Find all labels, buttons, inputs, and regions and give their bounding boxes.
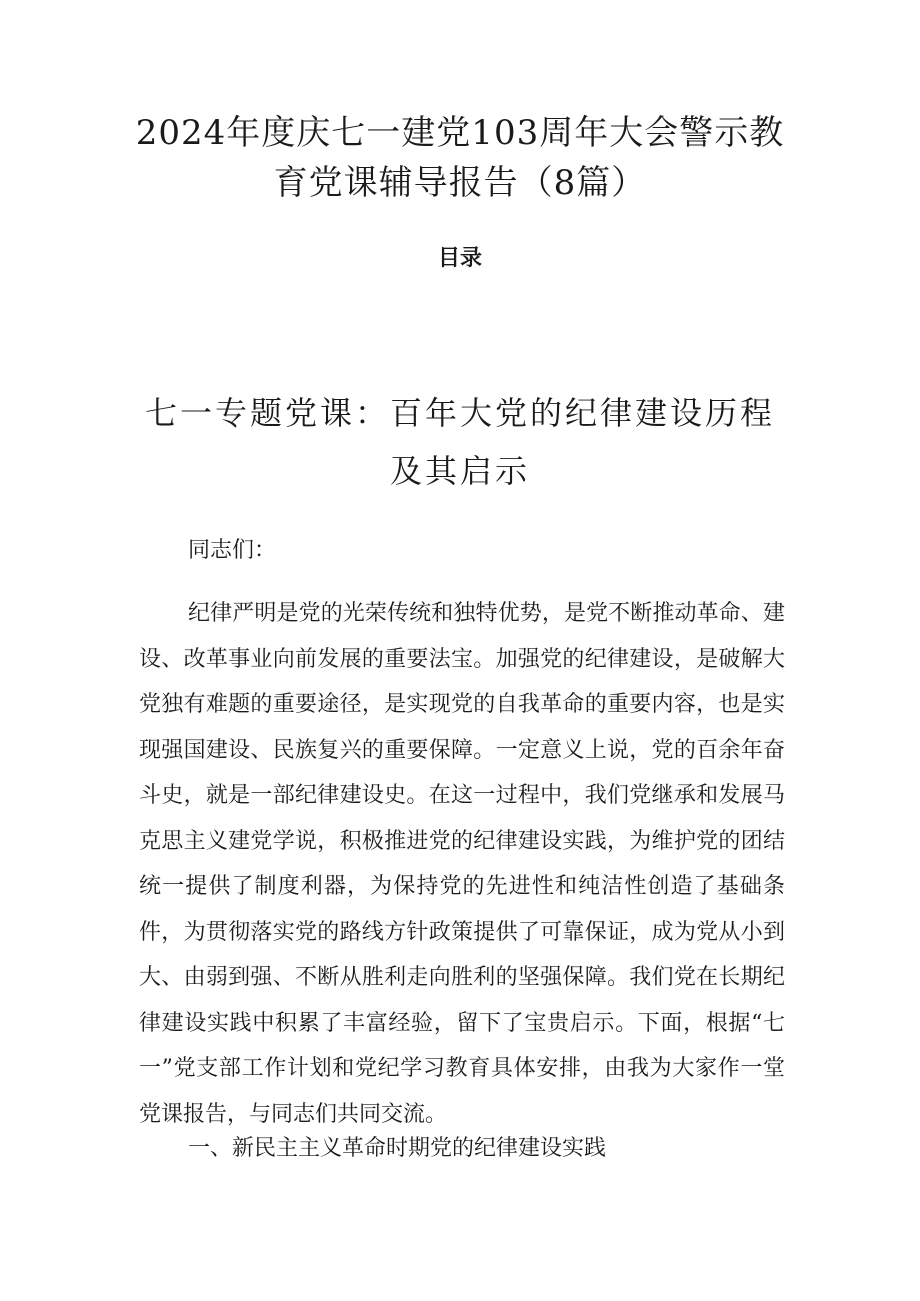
- section-title: [100, 384, 820, 500]
- document-title-line-1: 2024年度庆七一建党103周年大会警示教: [135, 113, 785, 153]
- document-title: [100, 108, 820, 208]
- section-title-line-1: 七一专题党课：百年大党的纪律建设历程: [144, 394, 775, 432]
- salutation: 同志们：: [188, 538, 277, 563]
- body-paragraph: 纪律严明是党的光荣传统和独特优势，是党不断推动革命、建设、改革事业向前发展的重要法宝。加强党的纪律建设，是破解大党独有难题的重要途径，是实现党的自我革命的重要内容，也是实现强国建设、民族复兴的重要保障。一定意义上说，党的百余年奋斗史，就是一部纪律建设史。在这一过程中，我们党继承和发展马克思主义建党学说，积极推进党的纪律建设实践，为维护党的团结统一提供了制度利器，为保持党的先进性和纯洁性创造了基础条件，为贯彻落实党的路线方针政策提供了可靠保证，成为党从小到大、由弱到强、不断从胜利走向胜利的坚强保障。我们党在长期纪律建设实践中积累了丰富经验，留下了宝贵启示。下面，根据“七一”党支部工作计划和党纪学习教育具体安排，由我为大家作一堂党课报告，与同志们共同交流。: [139, 601, 785, 1127]
- table-of-contents-heading: 目录: [437, 246, 482, 271]
- subsection-heading: 一、新民主主义革命时期党的纪律建设实践: [188, 1136, 607, 1161]
- section-title-line-2: 及其启示: [389, 452, 530, 490]
- document-title-line-2: 育党课辅导报告（8篇）: [273, 163, 647, 203]
